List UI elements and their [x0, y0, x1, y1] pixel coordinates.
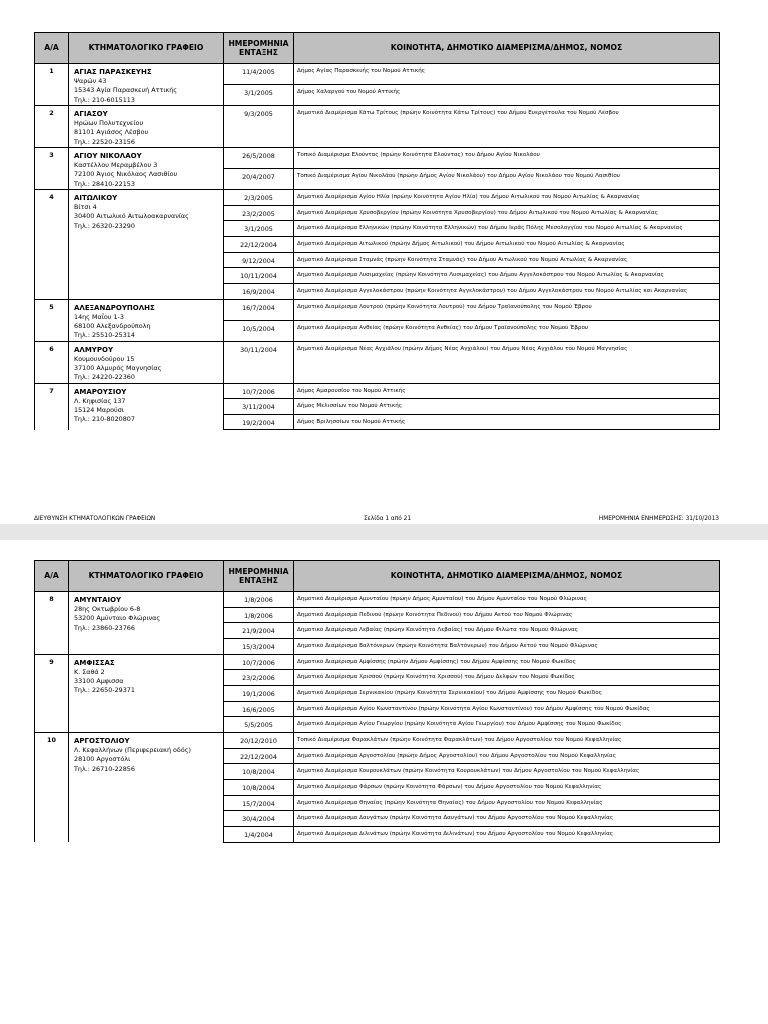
inclusion-date: 9/12/2004: [224, 252, 294, 268]
area-description: Δήμος Βριλησσίων του Νομού Αττικής: [294, 414, 720, 430]
office-name: ΑΜΦΙΣΣΑΣ: [74, 658, 115, 667]
inclusion-date: 30/11/2004: [224, 341, 294, 383]
office-number: 1: [35, 64, 69, 106]
office-name: ΑΜΥΝΤΑΙΟΥ: [74, 596, 122, 604]
office-address-line: Ψαρών 43: [74, 77, 107, 86]
office-cell: [69, 147, 224, 189]
header-office: ΚΤΗΜΑΤΟΛΟΓΙΚΟ ΓΡΑΦΕΙΟ: [69, 33, 224, 64]
office-number: 3: [35, 147, 69, 189]
office-name: ΑΓΙΑΣ ΠΑΡΑΣΚΕΥΗΣ: [74, 68, 152, 76]
inclusion-date: 5/5/2005: [224, 717, 294, 733]
office-number: 6: [35, 341, 69, 383]
area-description: Δημοτικό Διαμέρισμα Διλινάτων (πρώην Κοινότητα Διλινάτων) του Δήμου Αργοστολίου του Νομού Κεφαλληνίας: [294, 826, 720, 842]
office-cell: [69, 732, 224, 842]
office-cell: [69, 189, 224, 299]
office-phone: Τηλ.: 22650-29371: [74, 686, 135, 695]
table-header-row: [35, 561, 720, 592]
office-address-line: 53200 Αμύνταιο Φλώρινας: [74, 614, 161, 623]
table-row: [35, 189, 720, 205]
table-row: [35, 147, 720, 168]
office-address-line: 15124 Μαρούσι: [74, 405, 124, 414]
inclusion-date: 20/4/2007: [224, 168, 294, 189]
office-address-line: 81101 Αγιάσος Λέσβου: [74, 128, 149, 137]
area-description: Δημοτικό Διαμέρισμα Χρυσοβεργίου (πρώην Κοινότητα Χρυσοβεργίου) του Δήμου Αιτωλικού του Νομού Αιτωλίας & Ακαρνανίας: [294, 205, 720, 221]
office-name: ΑΡΓΟΣΤΟΛΙΟΥ: [74, 736, 130, 745]
footer-page-number: Σελίδα 1 από 21: [364, 516, 412, 522]
header-aa: Α/Α: [35, 561, 69, 592]
office-phone: Τηλ.: 24220-22360: [74, 373, 135, 382]
table-row: [35, 592, 720, 608]
area-description: Δήμος Μελισσίων του Νομού Αττικής: [294, 399, 720, 415]
office-number: 4: [35, 189, 69, 299]
area-description: Δημοτικό Διαμέρισμα Κουρουκλάτων (πρώην Κοινότητα Κουρουκλάτων) του Δήμου Αργοστολίου του Νομού Κεφαλληνίας: [294, 764, 720, 780]
area-description: Δημοτικό Διαμέρισμα Πεδινού (πρώην Κοινότητα Πεδινού) του Δήμου Αετού του Νομού Φλώρινας: [294, 607, 720, 623]
office-name: ΑΓΙΟΥ ΝΙΚΟΛΑΟΥ: [74, 151, 142, 160]
office-phone: Τηλ.: 23860-23766: [74, 623, 135, 632]
header-date: ΗΜΕΡΟΜΗΝΙΑ ΕΝΤΑΞΗΣ: [224, 561, 294, 592]
area-description: Δημοτικό Διαμέρισμα Δαυγάτων (πρώην Κοινότητα Δαυγάτων) του Δήμου Αργοστολίου του Νομού Κεφαλληνίας: [294, 811, 720, 827]
office-address-line: Ηρώων Πολυτεχνείου: [74, 119, 144, 128]
office-address-line: 14ης Μαΐου 1-3: [74, 312, 124, 321]
office-address-line: Λ. Κηφισίας 137: [74, 396, 126, 405]
office-phone: Τηλ.: 26710-22856: [74, 764, 135, 773]
table-header-row: [35, 33, 720, 64]
inclusion-date: 16/9/2004: [224, 283, 294, 299]
office-phone: Τηλ.: 25510-25314: [74, 331, 135, 340]
footer-update-date: ΗΜΕΡΟΜΗΝΙΑ ΕΝΗΜΕΡΩΣΗΣ: 31/10/2013: [598, 516, 719, 522]
document-page-2: [0, 540, 768, 1024]
office-address-line: 72100 Άγιος Νικόλαος Λασιθίου: [74, 170, 178, 179]
office-address-line: 28ης Οκτωβρίου 6-8: [74, 605, 141, 614]
office-address-line: Βίτσι 4: [74, 203, 97, 212]
inclusion-date: 15/7/2004: [224, 795, 294, 811]
inclusion-date: 10/11/2004: [224, 268, 294, 284]
table-row: [35, 732, 720, 748]
area-description: Δημοτικό Διαμέρισμα Θηναίας (πρώην Κοινότητα Θηναίας) του Δήμου Αργοστολίου του Νομού Κεφαλληνίας: [294, 795, 720, 811]
inclusion-date: 11/4/2005: [224, 64, 294, 85]
inclusion-date: 16/7/2004: [224, 299, 294, 320]
office-number: 8: [35, 592, 69, 655]
inclusion-date: 2/3/2005: [224, 189, 294, 205]
inclusion-date: 3/1/2005: [224, 221, 294, 237]
office-number: 10: [35, 732, 69, 842]
area-description: Δημοτικό Διαμέρισμα Βαλτόνερων (πρώην Κοινότητα Βαλτόνερων) του Δήμου Αετού του Νομού Φλώρινας: [294, 638, 720, 654]
header-date: ΗΜΕΡΟΜΗΝΙΑ ΕΝΤΑΞΗΣ: [224, 33, 294, 64]
area-description: Δημοτικό Διαμέρισμα Λυσιμαχείας (πρώην Κοινότητα Λυσιμαχείας) του Δήμου Αγγελοκάστρου του Νομού Αιτωλίας & Ακαρνανίας: [294, 268, 720, 284]
page-separator: [0, 524, 768, 540]
area-description: Δημοτικό Διαμέρισμα Σταμνάς (πρώην Κοινότητα Σταμνάς) του Δήμου Αιτωλικού του Νομού Αιτωλίας & Ακαρνανίας: [294, 252, 720, 268]
office-address-line: 68100 Αλεξανδρούπολη: [74, 321, 151, 330]
office-cell: [69, 105, 224, 147]
registry-table: [34, 32, 720, 430]
area-description: Δημοτικό Διαμέρισμα Κάτω Τρίτους (πρώην Κοινότητα Κάτω Τρίτους) του Δήμου Ευεργέτουλα του Νομού Λέσβου: [294, 105, 720, 147]
inclusion-date: 19/2/2004: [224, 414, 294, 430]
area-description: Τοπικό Διαμέρισμα Αγίου Νικολάου (πρώην Δήμος Αγίου Νικολάου) του Δήμου Αγίου Νικολάου του Νομού Λασιθίου: [294, 168, 720, 189]
table-row: [35, 64, 720, 85]
table-row: [35, 654, 720, 670]
area-description: Δημοτικό Διαμέρισμα Λουτρού (πρώην Κοινότητα Λουτρού) του Δήμου Τραϊανούπολης του Νομού Έβρου: [294, 299, 720, 320]
table-row: [35, 105, 720, 147]
inclusion-date: 23/2/2006: [224, 670, 294, 686]
inclusion-date: 15/3/2004: [224, 638, 294, 654]
office-cell: [69, 383, 224, 430]
office-cell: [69, 341, 224, 383]
office-cell: [69, 654, 224, 732]
office-phone: Τηλ.: 22520-23156: [74, 137, 135, 146]
registry-body: [35, 592, 720, 843]
area-description: Δημοτικό Διαμέρισμα Φάρσων (πρώην Κοινότητα Φάρσων) του Δήμου Αργοστολίου του Νομού Κεφαλληνίας: [294, 779, 720, 795]
area-description: Δημοτικό Διαμέρισμα Αγίου Κωνσταντίνου (πρώην Κοινότητα Αγίου Κωνσταντίνου) του Δήμου Αμφίσσης του Νομού Φωκίδας: [294, 701, 720, 717]
office-number: 9: [35, 654, 69, 732]
office-cell: [69, 299, 224, 341]
registry-table: [34, 560, 720, 843]
inclusion-date: 10/7/2006: [224, 654, 294, 670]
office-address-line: 28100 Αργοστόλι: [74, 755, 131, 764]
office-cell: [69, 64, 224, 106]
table-row: [35, 383, 720, 399]
inclusion-date: 3/1/2005: [224, 84, 294, 105]
office-name: ΑΙΤΩΛΙΚΟΥ: [74, 193, 118, 202]
area-description: Δημοτικό Διαμέρισμα Αιτωλικού (πρώην Δήμος Αιτωλικού) του Δήμου Αιτωλικού του Νομού Αιτωλίας & Ακαρνανίας: [294, 236, 720, 252]
inclusion-date: 26/5/2008: [224, 147, 294, 168]
footer-department: ΔΙΕΥΘΥΝΣΗ ΚΤΗΜΑΤΟΛΟΓΙΚΩΝ ΓΡΑΦΕΙΩΝ: [34, 516, 156, 522]
area-description: Δήμος Χαλαργού του Νομού Αττικής: [294, 84, 720, 105]
inclusion-date: 22/12/2004: [224, 748, 294, 764]
inclusion-date: 19/1/2006: [224, 685, 294, 701]
area-description: Δημοτικό Διαμέρισμα Νέας Αγχιάλου (πρώην Δήμος Νέας Αγχιάλου) του Δήμου Νέας Αγχιάλου του Νομού Μαγνησίας: [294, 341, 720, 383]
office-address-line: Κ. Σαθά 2: [74, 667, 105, 676]
office-address-line: 33100 Αμφισσα: [74, 677, 124, 686]
area-description: Δημοτικό Διαμέρισμα Αργοστολίου (πρώην Δήμος Αργοστολίου) του Δήμου Αργοστολίου του Νομού Κεφαλληνίας: [294, 748, 720, 764]
office-address-line: Καστέλλου Μεραμβέλου 3: [74, 161, 158, 170]
table-row: [35, 299, 720, 320]
office-phone: Τηλ.: 210-6015113: [74, 95, 135, 104]
office-address-line: 37100 Αλμυρός Μαγνησίας: [74, 363, 162, 372]
office-name: ΑΓΙΑΣΟΥ: [74, 109, 108, 118]
inclusion-date: 1/4/2004: [224, 826, 294, 842]
office-phone: Τηλ.: 26320-23290: [74, 221, 135, 230]
office-name: ΑΛΜΥΡΟΥ: [74, 345, 114, 354]
office-phone: Τηλ.: 28410-22153: [74, 179, 135, 188]
header-area: ΚΟΙΝΟΤΗΤΑ, ΔΗΜΟΤΙΚΟ ΔΙΑΜΕΡΙΣΜΑ/ΔΗΜΟΣ, ΝΟΜΟΣ: [294, 561, 720, 592]
area-description: Δήμος Αγίας Παρασκευής του Νομού Αττικής: [294, 64, 720, 85]
inclusion-date: 16/6/2005: [224, 701, 294, 717]
area-description: Τοπικό Διαμέρισμα Ελούντας (πρώην Κοινότητα Ελούντας) του Δήμου Αγίου Νικολάου: [294, 147, 720, 168]
area-description: Δημοτικό Διαμέρισμα Αμυνταίου (πρώην Δήμος Αμυνταίου) του Δήμου Αμυνταίου του Νομού Φλώρινας: [294, 592, 720, 608]
area-description: Δημοτικό Διαμέρισμα Αγγελοκάστρου (πρώην Κοινότητα Αγγελοκάστρου) του Δήμου Αγγελοκάστρου του Νομού Αιτωλίας και Ακαρνανίας: [294, 283, 720, 299]
area-description: Τοπικό Διαμέρισμα Φαρακλάτων (πρώην Κοινότητα Φαρακλάτων) του Δήμου Αργοστολίου του Νομού Κεφαλληνίας: [294, 732, 720, 748]
office-address-line: 30400 Αιτωλικό Αιτωλοακαρνανίας: [74, 212, 189, 221]
office-name: ΑΜΑΡΟΥΣΙΟΥ: [74, 387, 127, 396]
area-description: Δημοτικό Διαμέρισμα Αγίου Ηλία (πρώην Κοινότητα Αγίου Ηλία) του Δήμου Αιτωλικού του Νομού Αιτωλίας & Ακαρνανίας: [294, 189, 720, 205]
table-row: [35, 341, 720, 383]
inclusion-date: 10/8/2004: [224, 779, 294, 795]
area-description: Δημοτικό Διαμέρισμα Αμφίσσης (πρώην Δήμου Αμφίσσης) του Δήμου Αμφίσσης του Νομού Φωκίδος: [294, 654, 720, 670]
area-description: Δημοτικό Διαμέρισμα Λεβαίας (πρώην Κοινότητα Λεβαίας) του Δήμου Φιλώτα του Νομού Φλώρινας: [294, 623, 720, 639]
office-name: ΑΛΕΞΑΝΔΡΟΥΠΟΛΗΣ: [74, 303, 155, 312]
header-area: ΚΟΙΝΟΤΗΤΑ, ΔΗΜΟΤΙΚΟ ΔΙΑΜΕΡΙΣΜΑ/ΔΗΜΟΣ, ΝΟΜΟΣ: [294, 33, 720, 64]
area-description: Δημοτικό Διαμέρισμα Αγίου Γεωργίου (πρώην Κοινότητα Αγίου Γεωργίου) του Δήμου Αμφίσσης του Νομού Φωκίδος: [294, 717, 720, 733]
office-phone: Τηλ.: 210-8020807: [74, 415, 135, 424]
inclusion-date: 3/11/2004: [224, 399, 294, 415]
registry-body: [35, 64, 720, 430]
inclusion-date: 30/4/2004: [224, 811, 294, 827]
office-address-line: Λ. Κεφαλλήνων (Περιφερειακή οδός): [74, 746, 191, 755]
header-office: ΚΤΗΜΑΤΟΛΟΓΙΚΟ ΓΡΑΦΕΙΟ: [69, 561, 224, 592]
office-number: 7: [35, 383, 69, 430]
office-address-line: Κουμουνδούρου 15: [74, 354, 135, 363]
area-description: Δημοτικό Διαμέρισμα Ανθείας (πρώην Κοινότητα Ανθείας) του Δήμου Τραϊανούπολης του Νομού Έβρου: [294, 320, 720, 341]
inclusion-date: 10/7/2006: [224, 383, 294, 399]
office-number: 2: [35, 105, 69, 147]
office-cell: [69, 592, 224, 655]
area-description: Δημοτικό Διαμέρισμα Ελληνικών (πρώην Κοινότητα Ελληνικών) του Δήμου Ιεράς Πόλης Μεσολογγίου του Νομού Αιτωλίας & Ακαρνανίας: [294, 221, 720, 237]
inclusion-date: 1/8/2006: [224, 607, 294, 623]
inclusion-date: 23/2/2005: [224, 205, 294, 221]
area-description: Δημοτικό Διαμέρισμα Σερνικακίου (πρώην Κοινότητα Σερνικακίου) του Δήμου Αμφίσσης του Νομού Φωκίδος: [294, 685, 720, 701]
office-address-line: 15343 Αγία Παρασκευή Αττικής: [74, 86, 178, 95]
inclusion-date: 9/3/2005: [224, 105, 294, 147]
area-description: Δημοτικό Διαμέρισμα Χρισσού (πρώην Κοινότητα Χρισσού) του Δήμου Δελφών του Νομού Φωκίδος: [294, 670, 720, 686]
office-number: 5: [35, 299, 69, 341]
inclusion-date: 22/12/2004: [224, 236, 294, 252]
inclusion-date: 10/8/2004: [224, 764, 294, 780]
inclusion-date: 20/12/2010: [224, 732, 294, 748]
area-description: Δήμος Αμαρουσίου του Νομού Αττικής: [294, 383, 720, 399]
inclusion-date: 10/5/2004: [224, 320, 294, 341]
inclusion-date: 1/8/2006: [224, 592, 294, 608]
inclusion-date: 21/9/2004: [224, 623, 294, 639]
header-aa: Α/Α: [35, 33, 69, 64]
